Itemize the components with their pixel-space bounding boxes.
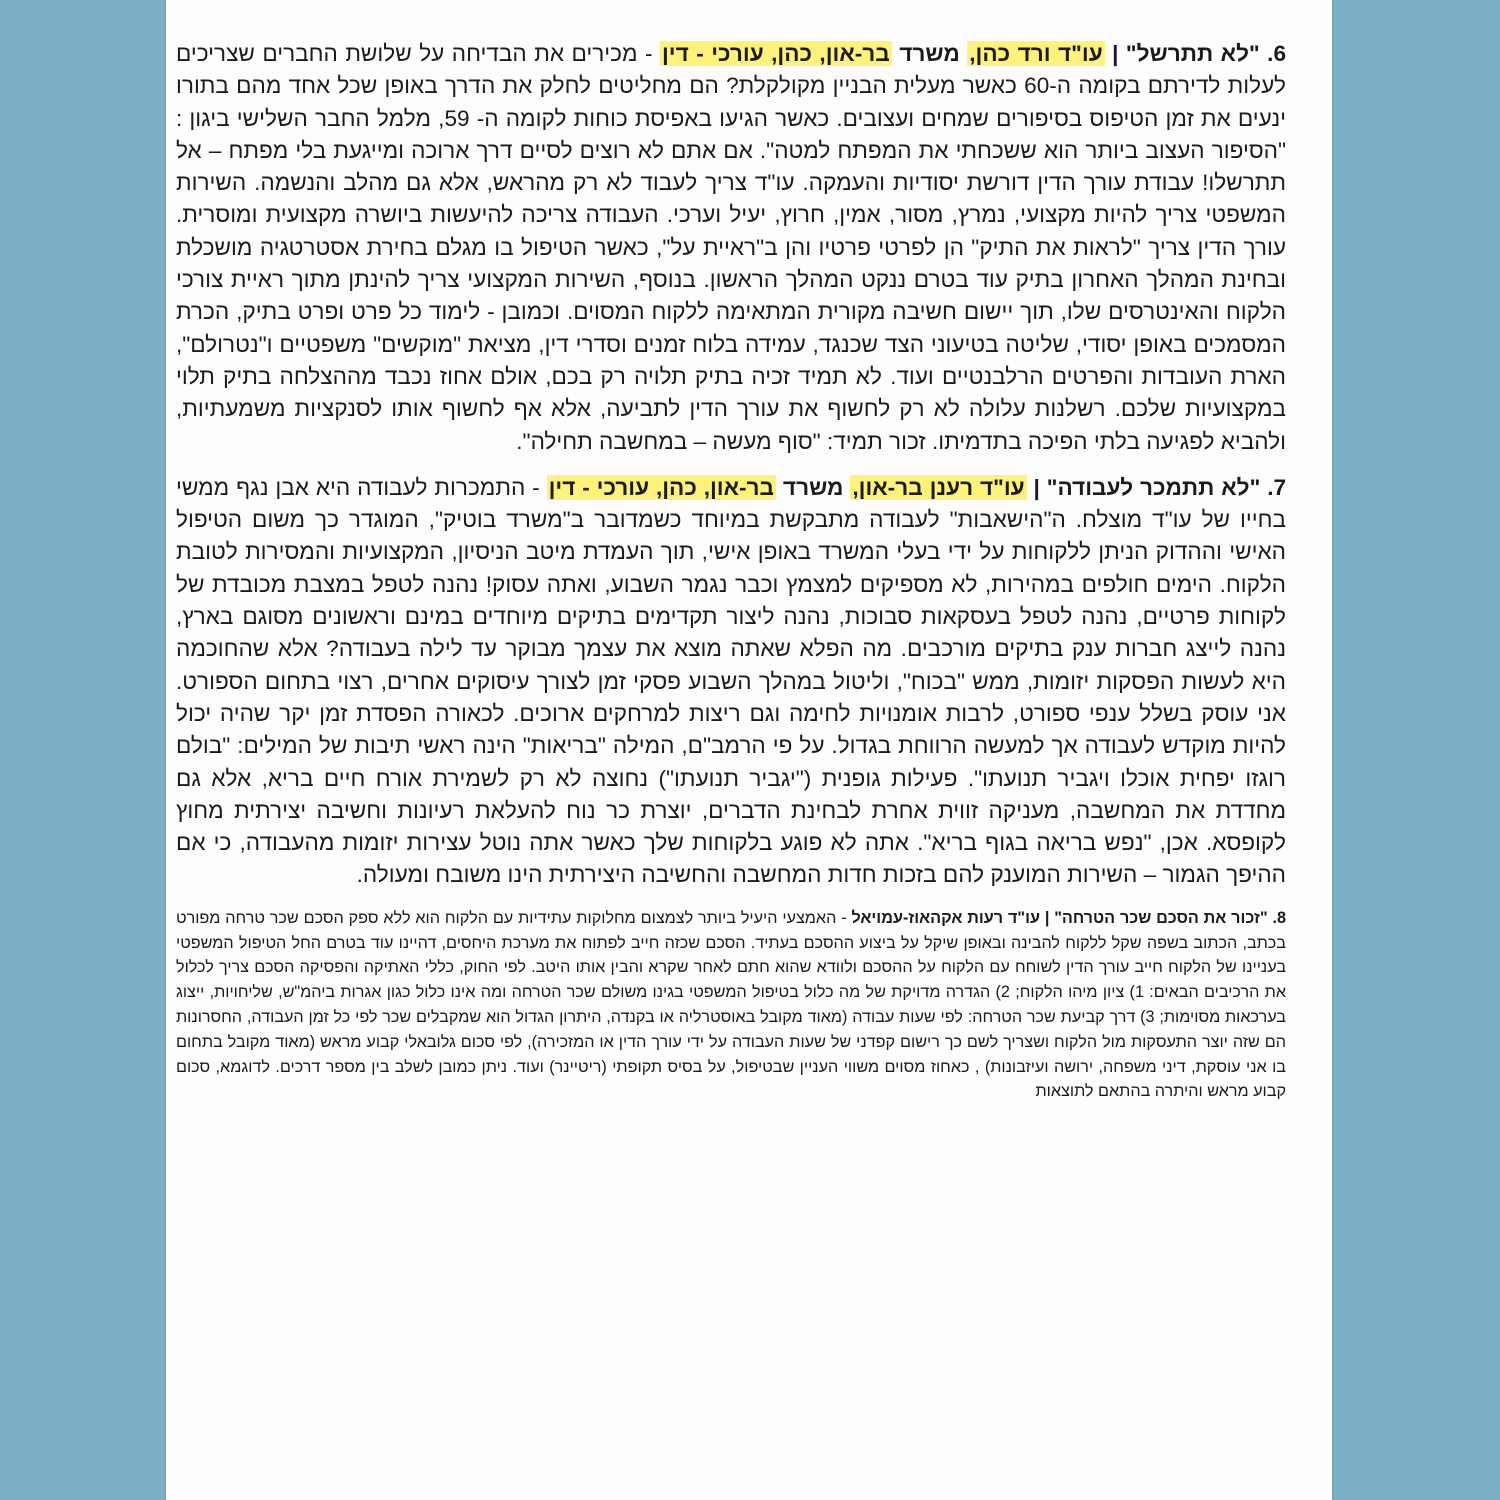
firm-name: בר-און, כהן, עורכי - דין (548, 474, 775, 500)
section-8 (176, 906, 1286, 1104)
section-6 (176, 38, 1286, 458)
section-number: 6. (1267, 41, 1287, 66)
section-title: "לא תתמכר לעבודה" | (1033, 474, 1261, 500)
firm-label: משרד (782, 474, 844, 500)
section-number: 7. (1267, 474, 1287, 500)
firm-label: משרד (899, 41, 960, 66)
firm-name: בר-און, כהן, עורכי - דין (661, 41, 890, 66)
author-name: עו"ד רענן בר-און, (852, 474, 1025, 500)
section-body: - מכירים את הבדיחה על שלושת החברים שצריכים לעלות לדירתם בקומה ה-60 כאשר מעלית הבניין מקולקלת? הם מחליטים לחלק את הדרך באופן שכל אחד מהם בתורו ינעים את זמן הטיפוס בסיפורים שמחים ועצובים. כאשר הגיעו באפיסת כוחות לקומה ה- 59, מלמל החבר השלישי ביגון : "הסיפור העצוב ביותר הוא ששכחתי את המפתח למטה". אם אתם לא רוצים לסיים דרך ארוכה ומייגעת בלי מפתח – אל תתרשלו! עבודת עורך הדין דורשת יסודיות והעמקה. עו"ד צריך לעבוד לא רק מהראש, אלא גם מהלב והנשמה. השירות המשפטי צריך להיות מקצועי, נמרץ, מסור, אמין, חרוץ, יעיל וערכי. העבודה צריכה להיעשות ביושרה מקצועית ומוסרית. עורך הדין צריך "לראות את התיק" הן לפרטי פרטיו והן ב"ראיית על", כאשר הטיפול בו מגלם בחירת אסטרטגיה מושכלת ובחינת המהלך האחרון בתיק עוד בטרם ננקט המהלך הראשון. בנוסף, השירות המקצועי צריך להינתן מתוך ראיית צורכי הלקוח והאינטרסים שלו, תוך יישום חשיבה מקורית המתאימה ללקוח המסוים. וכמובן - לימוד כל פרט ופרט בתיק, הכרת המסמכים באופן יסודי, שליטה בטיעוני הצד שכנגד, עמידה בלוח זמנים וסדרי דין, מציאת "מוקשים" משפטיים ו"נטרולם", הארת העובדות והפרטים הרלבנטיים ועוד. לא תמיד זכיה בתיק תלויה רק בכם, אולם אחוז נכבד מההצלחה בתיק תלוי במקצועיות שלכם. רשלנות עלולה לא רק לחשוף את עורך הדין לתביעה, אלא אף לחשוף אותו לסנקציות משמעתיות, ולהביא לפגיעה בלתי הפיכה בתדמיתו. זכור תמיד: "סוף מעשה – במחשבה תחילה". (176, 41, 1286, 454)
section-title: "זכור את הסכם שכר הטרחה" | (1044, 908, 1268, 927)
section-number: 8. (1272, 908, 1286, 927)
document-content (176, 38, 1286, 1118)
section-7 (176, 472, 1286, 892)
section-title: "לא תתרשל" | (1112, 41, 1260, 66)
author-name: עו"ד רעות אקהאוז-עמויאל (851, 908, 1040, 927)
author-name: עו"ד ורד כהן, (969, 41, 1103, 66)
section-body: - האמצעי היעיל ביותר לצמצום מחלוקות עתידיות עם הלקוח הוא ללא ספק הסכם שכר טרחה מפורט בכתב, הכתוב בשפה שקל ללקוח להבינה ובאופן שיקל על ביצוע ההסכם בעתיד. הסכם שכזה חייב לפתוח את מערכת היחסים, דהיינו עוד בטרם החל הטיפול המשפטי בעניינו של הלקוח חייב עורך הדין לשוחח עם הלקוח על ההסכם ולוודא שהוא חתם לאחר שקרא והבין אותו היטב. לפי החוק, כללי האתיקה והפסיקה הסכם צריך לכלול את הרכיבים הבאים: 1) ציון מיהו הלקוח; 2) הגדרה מדויקת של מה כלול בטיפול המשפטי בגינו משולם שכר הטרחה ומה אינו כלול כגון אגרות ביהמ"ש, שליחויות, ייצוג בערכאות מסוימות; 3) דרך קביעת שכר הטרחה: לפי שעות עבודה (מאוד מקובל באוסטרליה או בקנדה, היתרון הגדול הוא שמקבלים שכר לפי כל זמן העבודה, החסרונות הם שזה יוצר התעסקות מול הלקוח ושצריך לשם כך רישום קפדני של שעות העבודה על ידי עורך הדין או המזכירה), לפי סכום גלובאלי קבוע מראש (מאוד מקובל בתחום בו אני עוסקת, דיני משפחה, ירושה ועיזבונות) , כאחוז מסוים משווי העניין שבטיפול, על בסיס תקופתי (ריטיינר) ועוד. ניתן כמובן לשלב בין מספר דרכים. לדוגמא, סכום קבוע מראש והיתרה בהתאם לתוצאות (176, 908, 1286, 1101)
section-body: - התמכרות לעבודה היא אבן נגף ממשי בחייו של עו"ד מוצלח. ה"הישאבות" לעבודה מתבקשת במיוחד כשמדובר ב"משרד בוטיק", המוגדר כך משום הטיפול האישי וההדוק הניתן ללקוחות על ידי בעלי המשרד באופן אישי, תוך העמדת מיטב הניסיון, המקצועיות והמסירות לטובת הלקוח. הימים חולפים במהירות, לא מספיקים למצמץ וכבר נגמר השבוע, ואתה עסוק! נהנה לטפל במצבת מכובדת של לקוחות פרטיים, נהנה לטפל בעסקאות סבוכות, נהנה ליצור תקדימים בתיקים מיוחדים במינם וראשונים מסוגם בארץ, נהנה לייצג חברות ענק בתיקים מורכבים. מה הפלא שאתה מוצא את עצמך מבוקר עד לילה בעבודה? אלא שהחוכמה היא לעשות הפסקות יזומות, ממש "בכוח", וליטול במהלך השבוע פסקי זמן לצורך עיסוקים אחרים, רצוי בתחום הספורט. אני עוסק בשלל ענפי ספורט, לרבות אומנויות לחימה וגם ריצות למרחקים ארוכים. לכאורה הפסדת זמן יקר שהיה יכול להיות מוקדש לעבודה אך למעשה הרווחת בגדול. על פי הרמב"ם, המילה "בריאות" הינה ראשי תיבות של המילים: "בולם רוגזו יפחית אוכלו ויגביר תנועתו". פעילות גופנית ("יגביר תנועתו") נחוצה לא רק לשמירת אורח חיים בריא, אלא גם מחדדת את המחשבה, מעניקה זווית אחרת לבחינת הדברים, יוצרת כר נוח להעלאת רעיונות וחשיבה יצירתית מחוץ לקופסא. אכן, "נפש בריאה בגוף בריא". אתה לא פוגע בלקוחות שלך כאשר אתה נוטל עצירות יזומות מהעבודה, כי אם ההיפך הגמור – השירות המוענק להם בזכות חדות המחשבה והחשיבה היצירתית הינו משובח ומעולה. (176, 474, 1286, 888)
